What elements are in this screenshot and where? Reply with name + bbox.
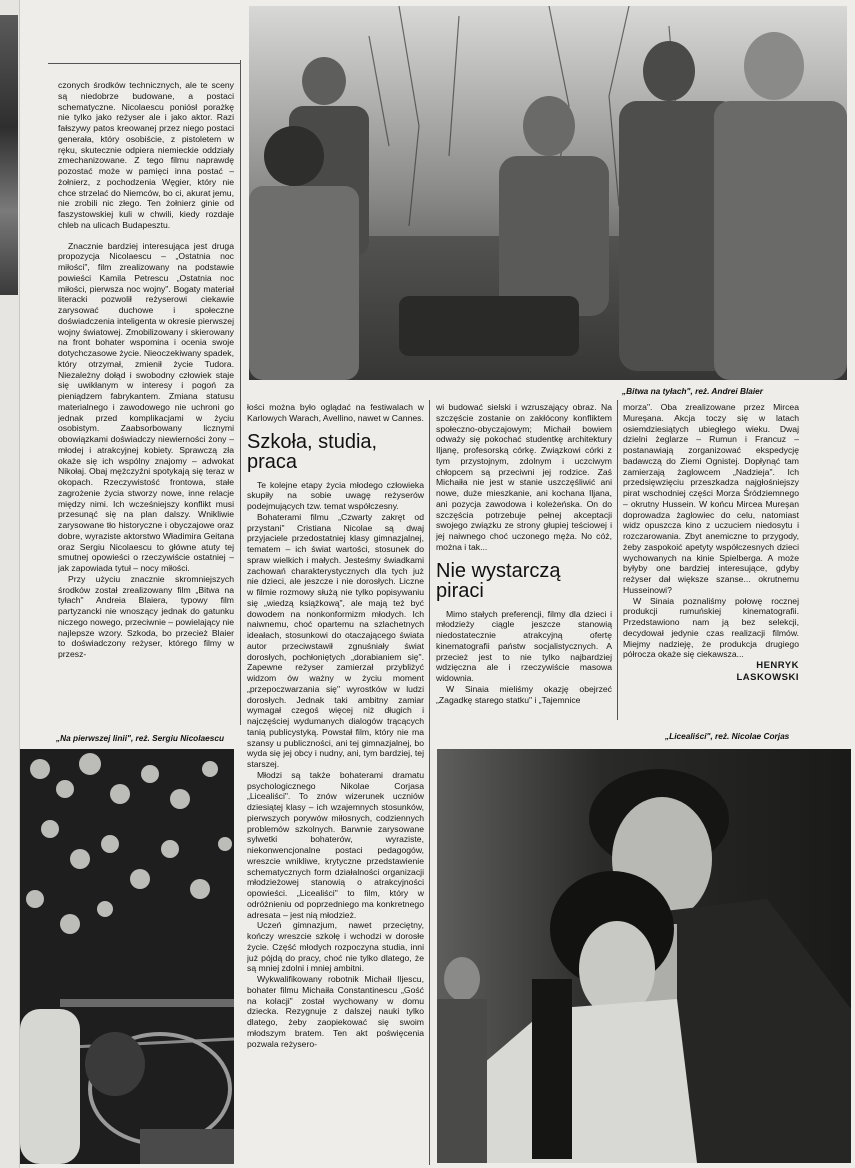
photo-bitwa-na-tylach: [249, 6, 847, 380]
author-name: HENRYK LASKOWSKI: [736, 660, 799, 683]
caption-top-photo: „Bitwa na tyłach", reż. Andrei Blaier: [622, 386, 764, 396]
caption-left-photo: „Na pierwszej linii", reż. Sergiu Nicolaescu: [56, 733, 225, 743]
col3-paragraph-2: Mimo stałych preferencji, filmy dla dzieci i młodzieży ciągle jeszcze stanowią niedostatecznie atrakcyjną ofertę kinematografii państw socjalistycznych. A przecież jest to nie tylko najbardziej wdzięczna ale i rzeczywiście masowa widownia.: [436, 608, 612, 683]
previous-page-photo-strip: [0, 15, 18, 295]
article-column-3: [436, 402, 612, 742]
column-divider-1: [240, 60, 241, 725]
col3-paragraph-3: W Sinaia mieliśmy okazję obejrzeć „Zagadkę starego statku" i „Tajemnice: [436, 683, 612, 705]
col2-paragraph-2: Bohaterami filmu „Czwarty zakręt od przystani" Cristiana Nicolae są dwaj przyjaciele przedostatniej klasy gimnazjalnej, tematem – ich świat wartości, stosunek do spraw wielkich i małych. Jesteśmy świadkami zachowań charakterystycznych dla tych już nie dzieci, ale jeszcze i nie dorosłych. Liczne w filmie rozmowy służą nie tylko popisywaniu się „wiedzą książkową", ale mają też być dowodem na nonkonformizm młodych. Ich naiwnemu, choć opartemu na szlachetnych ideałach, stosunkowi do otaczającego świata autor przeciwstawił zgnuśniały świat dorosłych, pochłoniętych „dorabianiem się". Zapewne reżyser zamierzał przybliżyć widzom ów ważny w życiu moment „przepoczwarzania się" wyrostków w ludzi dorosłych. Jednak taki ambitny zamiar wymagał czegoś więcej niż długich i najczęściej wydumanych dialogów trącących tanią publicystyką. Powstał film, który nie ma szansy u publiczności, ani tej gimnazjalnej, bo wyda się jej obcy i nudny, ani, tym bardziej, tej starszej.: [247, 511, 424, 769]
caption-right-photo: „Licealiści", reż. Nicolae Corjas: [665, 731, 790, 741]
col2-paragraph-4: Uczeń gimnazjum, nawet przeciętny, kończy wreszcie szkołę i wchodzi w dorosłe życie. Część młodych rozpoczyna studia, inni już pójdą do pracy, choć nie tylko dlatego, że są mniej zdolni i mniej ambitni.: [247, 920, 424, 974]
col2-paragraph-5: Wykwalifikowany robotnik Michaił Iljescu, bohater filmu Michaiła Constantinescu „Gość na kolacji" został wychowany w domu dziecka. Rezygnuje z dalszej nauki tylko dlatego, żeby zaopiekować się swoim młodszym bratem. Ten akt poświęcenia pozwala reżysero-: [247, 974, 424, 1049]
col4-paragraph-1: morza". Oba zrealizowane przez Mircea Mureşana. Akcja toczy się w latach osiemdziesiątych ubiegłego wieku. Dwaj dzielni żeglarze – Rumun i Francuz – postanawiają zorganizować ekspedycję badawczą do Ziemi Ognistej. Dopłynąć tam zamierzają żaglowcem „Nadzieja". Ich przedsięwzięciu przeszkadza najgłośniejszy pirat wschodniej części Morza Śródziemnego – okrutny Hussein. W końcu Mircea Mureşan doprowadza żaglowiec do celu, natomiast widz opuszcza kino z uczuciem niedosytu i rozczarowania. Zbyt anemiczne to przygody, żeby zaspokoić apetyty współczesnych dzieci wychowanych na kinie Spielberga. A może byłyby one bardziej interesujące, gdyby reżyser dał większe szanse... okrutnemu Husseinowi?: [623, 402, 799, 595]
photo-licealisci: [437, 749, 851, 1163]
col2-intro: łości można było oglądać na festiwalach w Karlowych Warach, Avellino, nawet w Cannes.: [247, 402, 424, 423]
column-divider-2: [429, 400, 430, 1165]
col2-paragraph-1: Te kolejne etapy życia młodego człowieka skupiły na sobie uwagę reżyserów podejmujących tzw. temat współczesny.: [247, 479, 424, 511]
article-column-4: [623, 402, 799, 722]
photo-na-pierwszej-linii: [20, 749, 234, 1164]
col2-paragraph-3: Młodzi są także bohaterami dramatu psychologicznego Nikolae Corjasa „Licealiści". To znów wizerunek uczniów dziesiątej klasy – ich wzajemnych stosunków, pierwszych porywów miłosnych, codziennych problemów szkolnych. Barwnie zarysowane sylwetki bohaterów, wyraziste, niekonwencjonalne postaci pedagogów, wreszcie wnikliwe, krytyczne przedstawienie schematycznych form działalności organizacji młodzieżowej stanowią o atrakcyjności opowieści. „Licealiści" to film, który w odróżnieniu od poprzedniego ma konkretnego adresata – jest nią młodzież.: [247, 769, 424, 920]
col1-paragraph-2: Znacznie bardziej interesująca jest druga propozycja Nicolaescu – „Ostatnia noc miłości", film zrealizowany na podstawie powieści Kamila Petrescu „Ostatnia noc miłości, pierwsza noc wojny". Bogaty materiał literacki pozwolił reżyserowi ciekawie zarysować duchowe i społeczne doświadczenia inteligenta w okresie pierwszej wojny światowej. Zmobilizowany i skierowany na front bohater wspomina i ocenia swoje dotychczasowe życie. Nieoczekiwany spadek, który otrzymał, zmienił życie Tudora. Niezależny dołąd i swobodny człowiek staje się uwikłanym w interesy i pogoń za pieniądzem fabrykantem. Zmiana statusu materialnego i zawodowego nie uchroni go jednak przed komplikacjami w życiu osobistym. Zaabsorbowany licznymi obowiązkami doświadczy niewierności żony – młodej i atrakcyjnej kobiety. Sprawczą zła okaże się ich wspólny znajomy – adwokat Nikołaj. Obaj mężczyźni spotykają się teraz w okopach. Rzeczywistość frontowa, stałe zagrożenie życia stworzy nowe, inne relacje między nimi. Ich wcześniejszy konflikt musi przesunąć się na plan dalszy. Wnikliwie zarysowane tło historyczne i obyczajowe oraz dobre, wyraziste aktorstwo Władimira Geitana oraz Sergiu Nicolaescu to główne atuty tej smutnej opowieści o rzeczywiście ostatniej – jak zapowiada tytuł – nocy miłości.: [58, 240, 234, 573]
column-divider-3: [617, 400, 618, 720]
col3-paragraph-1: wi budować sielski i wzruszający obraz. Na szczęście zostanie on zakłócony konfliktem społeczno-obyczajowym; Michaił bowiem odważy się pokochać studentkę architektury Iljanę, profesorską córkę. Związkowi córki z tym przystojnym, zdolnym i uczciwym chłopcem są przeciwni jej rodzice. Zaś Michaiła nie jest w stanie uszczęśliwić ani nowe, duże mieszkanie, ani kochana Iljana, ani pozycja zawodowa i koleżeńska. On do szczęścia potrzebuje pełnej akceptacji swojego związku ze strony głupiej teściowej i jej naiwnego choć uczonego męża. No cóż, można i tak...: [436, 402, 612, 552]
section-heading-szkola: Szkoła, studia, praca: [247, 430, 378, 473]
col1-paragraph-1: czonych środków technicznych, ale te sceny są niedobrze budowane, a postaci schematyczne. Nicolaescu poniósł porażkę nie tylko jako reżyser ale i jako aktor. Razi fałszywy patos kreowanej przez niego postaci generała, który osobiście, z pistoletem w ręku, skutecznie odpiera niemieckie oddziały zmechanizowane. Z tego filmu naprawdę pozostać może w pamięci inna postać – żołnierz, z pochodzenia Węgier, który nie chce strzelać do Niemców, bo ci, akurat jemu, nie zrobili nic złego. Ten żołnierz ginie od faszystowskiej kuli w chwili, kiedy rozdaje chleb na ulicach Budapesztu.: [58, 80, 234, 230]
top-left-rule: [48, 63, 240, 64]
col1-paragraph-3: Przy użyciu znacznie skromniejszych środków został zrealizowany film „Bitwa na tyłach" Andreia Blaiera, typowy film partyzancki nie wnoszący jednak do gatunku niczego nowego, przeciwnie – powielający nie najlepsze wzory. Szkoda, bo przecież Blaier to doświadczony reżyser, którego filmy w przesz-: [58, 573, 234, 659]
col4-paragraph-2: W Sinaia poznaliśmy połowę rocznej produkcji rumuńskiej kinematografii. Przedstawiono nam ją bez selekcji, decydował jedynie czas realizacji filmów. Miejmy nadzieję, że produkcja drugiego półrocza okaże się ciekawsza...: [623, 595, 799, 660]
section-heading-piraci: Nie wystarczą piraci: [436, 559, 561, 602]
article-column-1: [58, 80, 234, 722]
article-column-2: [247, 402, 424, 1164]
